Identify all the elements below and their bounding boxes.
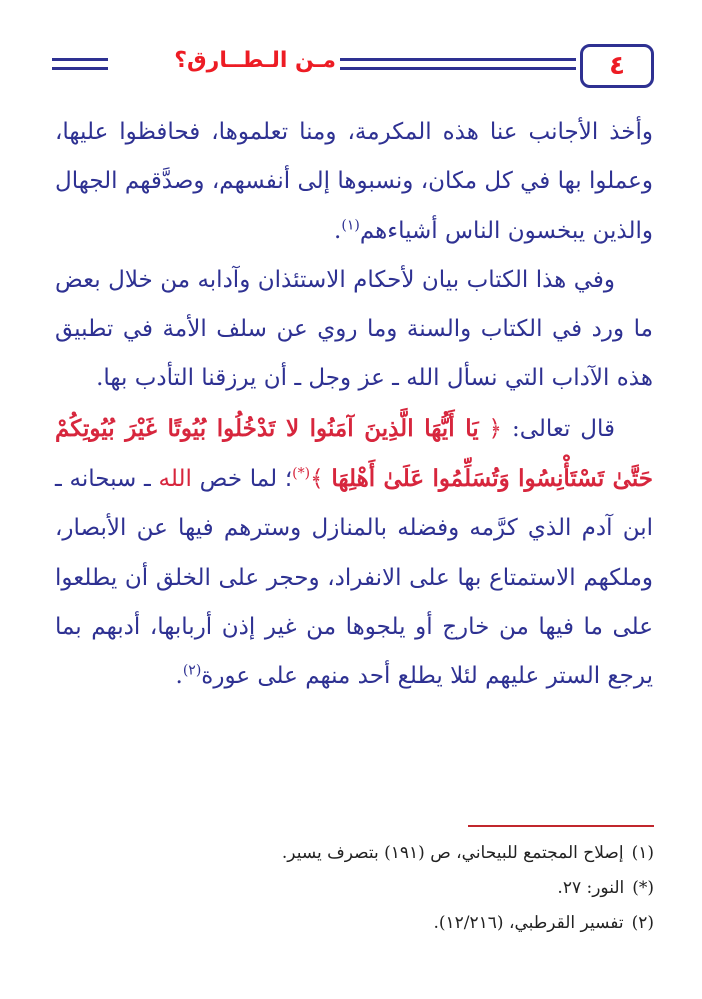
paragraph-3 (55, 404, 653, 702)
quran-verse: يَا أَيُّهَا الَّذِينَ آمَنُوا لا تَدْخُلُوا بُيُوتًا غَيْرَ بُيُوتِكُمْ حَتَّىٰ تَسْتَأْنِسُوا وَتُسَلِّمُوا عَلَىٰ أَهْلِهَا (55, 414, 654, 493)
verse-footnote-ref[interactable]: (*) (292, 465, 311, 482)
footnote-1-number: (١) (631, 843, 654, 863)
footnote-verse-number: (*) (632, 878, 654, 898)
paragraph-1-text: وأخذ الأجانب عنا هذه المكرمة، ومنا تعلموها، فحافظوا عليها، وعملوا بها في كل مكان، ونسبوها إلى أنفسهم، وصدَّقهم الجهال والذين يبخسون الناس أشياءهم (55, 119, 653, 244)
page-header (52, 44, 654, 90)
running-title: مـن الـطــارق؟ (174, 48, 336, 73)
footnote-verse (94, 871, 654, 906)
footnote-2-text: تفسير القرطبي، (١٢/٢١٦). (433, 913, 624, 933)
footnotes (94, 836, 654, 941)
paragraph-1-end: . (334, 217, 342, 244)
header-rule-left (52, 58, 108, 61)
footnote-ref-1[interactable]: (١) (341, 216, 360, 233)
footnote-2 (94, 906, 654, 941)
ornate-bracket-open: ﴿ (488, 415, 503, 442)
footnote-ref-2[interactable]: (٢) (182, 662, 202, 679)
ornate-bracket-close: ﴾ (310, 466, 324, 493)
footnote-1-text: إصلاح المجتمع للبيحاني، ص (١٩١) بتصرف يسير. (281, 843, 624, 863)
main-text (55, 108, 653, 702)
divine-name: الله (158, 466, 192, 493)
paragraph-3-sep: ؛ لما خص (191, 466, 293, 493)
paragraph-3-rest: ـ سبحانه ـ ابن آدم الذي كرَّمه وفضله بالمنازل وسترهم فيها عن الأبصار، وملكهم الاستمتاع بها على الانفراد، وحجر على الخلق أن يطلعوا على ما فيها من خارج أو يلجوها من غير إذن أربابها، أدبهم بما يرجع الستر عليهم لئلا يطلع أحد منهم على عورة (55, 466, 653, 690)
paragraph-1 (55, 108, 653, 256)
header-rule-right (340, 58, 576, 61)
page-number: ٤ (580, 44, 654, 88)
verse-intro: قال تعالى: (511, 415, 616, 442)
paragraph-3-end: . (175, 663, 183, 690)
footnote-verse-text: النور: ٢٧. (557, 878, 625, 898)
footnote-separator (468, 825, 654, 827)
footnote-2-number: (٢) (631, 913, 654, 933)
footnote-1 (94, 836, 654, 871)
paragraph-2: وفي هذا الكتاب بيان لأحكام الاستئذان وآدابه من خلال بعض ما ورد في الكتاب والسنة وما روي عن سلف الأمة في تطبيق هذه الآداب التي نسأل الله ـ عز وجل ـ أن يرزقنا التأدب بها. (55, 266, 653, 392)
